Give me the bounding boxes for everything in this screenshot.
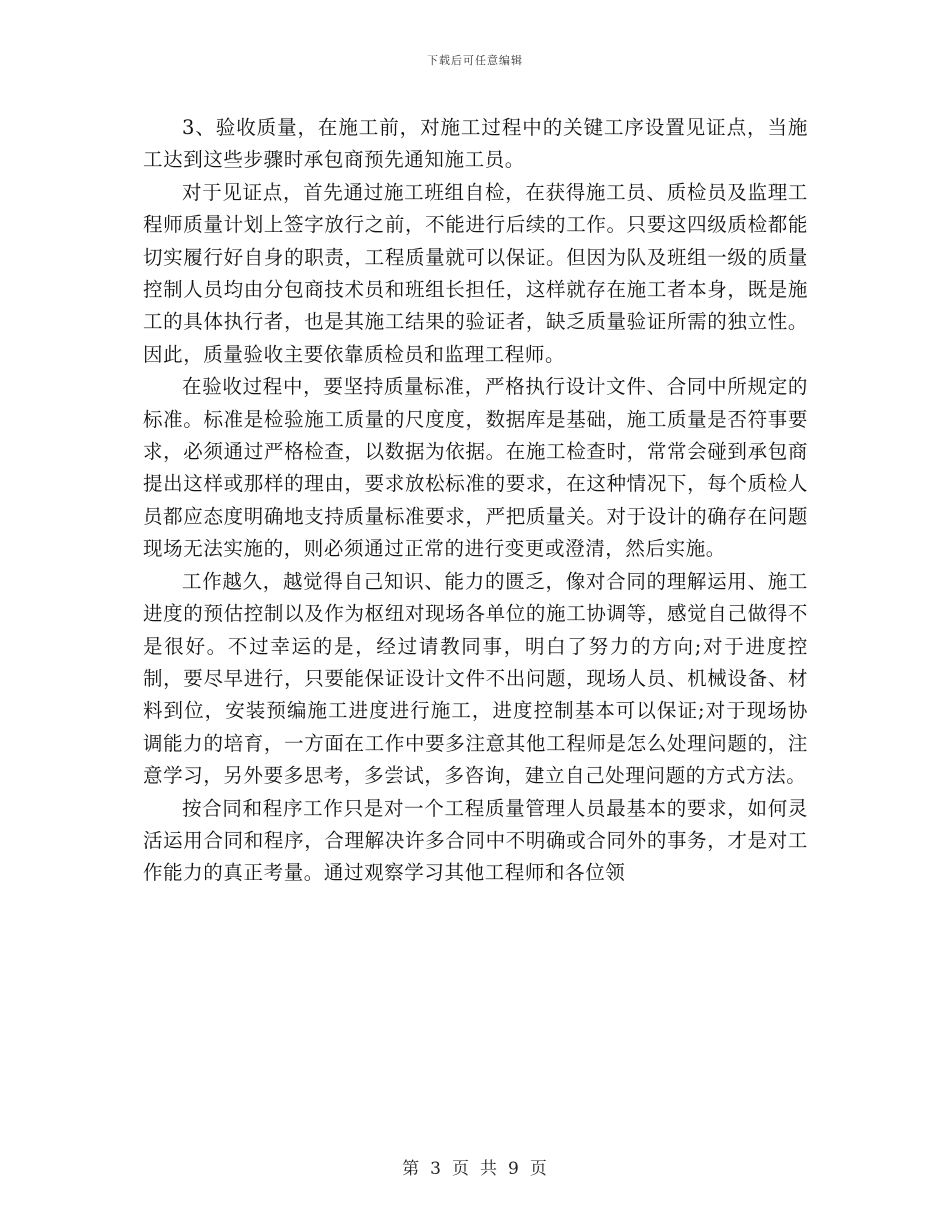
paragraph-5: 按合同和程序工作只是对一个工程质量管理人员最基本的要求，如何灵活运用合同和程序，合理解决许多合同中不明确或合同外的事务，才是对工作能力的真正考量。通过观察学习其他工程师和各位领 [143,796,808,885]
footer-page-number: 3 [430,1159,442,1179]
paragraph-1: 3、验收质量，在施工前，对施工过程中的关键工序设置见证点，当施工达到这些步骤时承包商预先通知施工员。 [143,116,808,172]
page-header: 下载后可任意编辑 [427,54,523,67]
paragraph-2: 对于见证点，首先通过施工班组自检，在获得施工员、质检员及监理工程师质量计划上签字放行之前，不能进行后续的工作。只要这四级质检都能切实履行好自身的职责，工程质量就可以保证。但因为队及班组一级的质量控制人员均由分包商技术员和班组长担任，这样就存在施工者本身，既是施工的具体执行者，也是其施工结果的验证者，缺乏质量验证所需的独立性。因此，质量验收主要依靠质检员和监理工程师。 [143,180,808,366]
footer-middle: 页 [452,1159,470,1179]
footer-total-pages: 9 [508,1159,520,1179]
page-footer [0,1154,950,1179]
document-body [143,112,808,890]
footer-suffix: 页 [529,1159,548,1179]
paragraph-3: 在验收过程中，要坚持质量标准，严格执行设计文件、合同中所规定的标准。标准是检验施工质量的尺度度，数据库是基础，施工质量是否符事要求，必须通过严格检查，以数据为依据。在施工检查时，常常会碰到承包商提出这样或那样的理由，要求放松标准的要求，在这种情况下，每个质检人员都应态度明确地支持质量标准要求，严把质量关。对于设计的确存在问题现场无法实施的，则必须通过正常的进行变更或澄清，然后实施。 [143,375,808,561]
paragraph-4: 工作越久，越觉得自己知识、能力的匮乏，像对合同的理解运用、施工进度的预估控制以及作为枢纽对现场各单位的施工协调等，感觉自己做得不是很好。不过幸运的是，经过请教同事，明白了努力的方向;对于进度控制，要尽早进行，只要能保证设计文件不出问题，现场人员、机械设备、材料到位，安装预编施工进度进行施工，进度控制基本可以保证;对于现场协调能力的培育，一方面在工作中要多注意其他工程师是怎么处理问题的，注意学习，另外要多思考，多尝试，多咨询，建立自己处理问题的方式方法。 [143,569,808,788]
footer-prefix: 第 [402,1159,421,1179]
footer-total-prefix: 共 [480,1159,498,1179]
